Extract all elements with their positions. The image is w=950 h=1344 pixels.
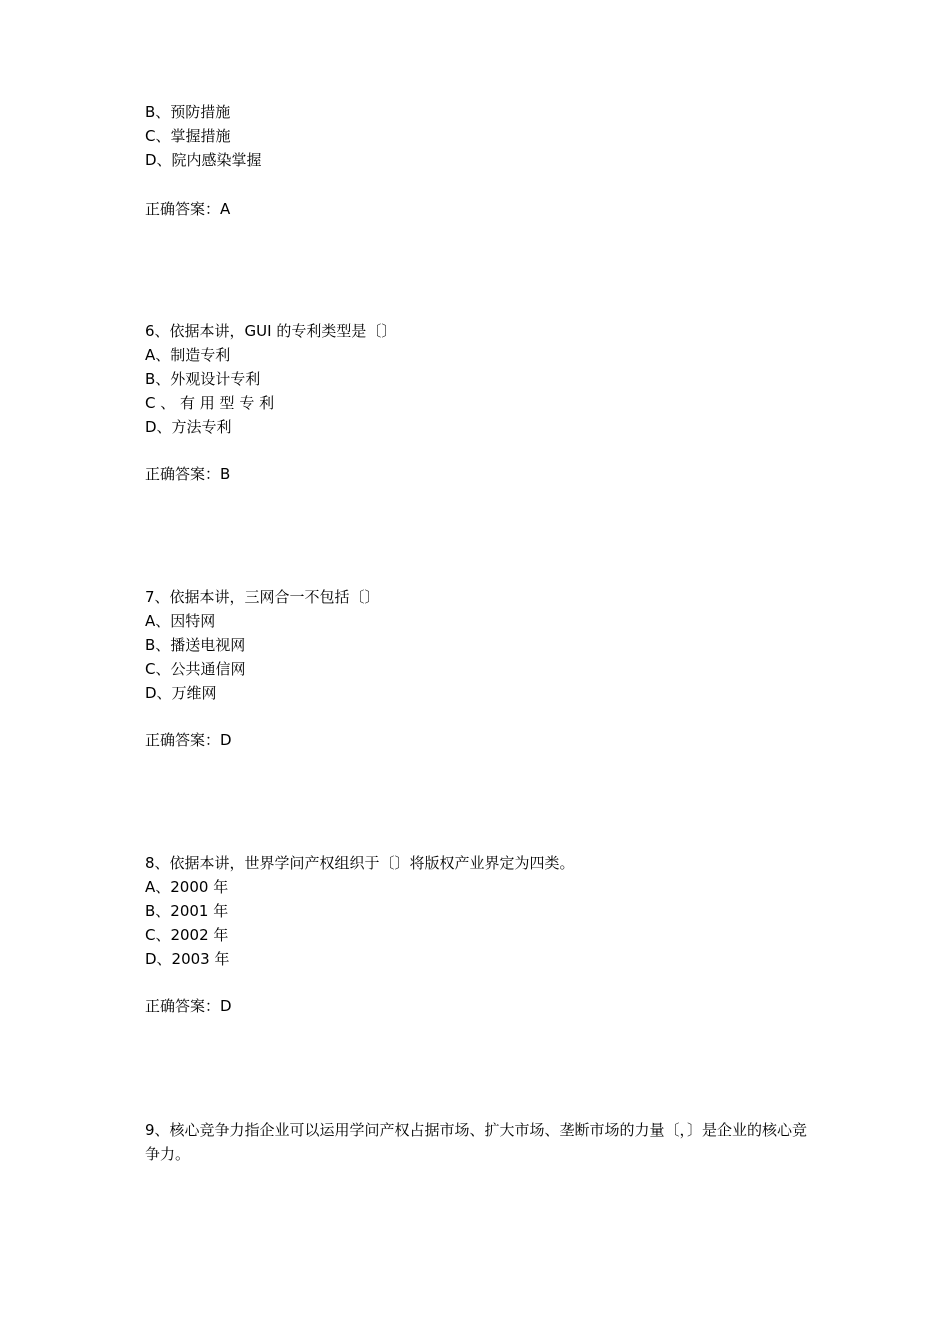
q7-correct-answer: 正确答案：D bbox=[145, 731, 232, 749]
q6-option-c: C 、 有 用 型 专 利 bbox=[145, 394, 275, 412]
q6-option-b: B、外观设计专利 bbox=[145, 370, 261, 388]
q8-option-c: C、2002 年 bbox=[145, 926, 229, 944]
option-d: D、院内感染掌握 bbox=[145, 151, 262, 169]
q6-correct-answer: 正确答案：B bbox=[145, 465, 231, 483]
correct-answer: 正确答案：A bbox=[145, 200, 231, 218]
option-b: B、预防措施 bbox=[145, 103, 231, 121]
q8-correct-answer: 正确答案：D bbox=[145, 997, 232, 1015]
q8-option-a: A、2000 年 bbox=[145, 878, 229, 896]
question-8: 8、依据本讲，世界学问产权组织于〔〕将版权产业界定为四类。 bbox=[145, 854, 575, 872]
q7-option-c: C、公共通信网 bbox=[145, 660, 246, 678]
q7-option-d: D、万维网 bbox=[145, 684, 217, 702]
q7-option-b: B、播送电视网 bbox=[145, 636, 246, 654]
question-6: 6、依据本讲，GUI 的专利类型是〔〕 bbox=[145, 322, 397, 340]
q6-option-a: A、制造专利 bbox=[145, 346, 231, 364]
question-9: 9、核心竞争力指企业可以运用学问产权占据市场、扩大市场、垄断市场的力量〔，〕是企业的核心竞争力。 bbox=[145, 1121, 808, 1163]
question-7: 7、依据本讲，三网合一不包括〔〕 bbox=[145, 588, 380, 606]
q8-option-b: B、2001 年 bbox=[145, 902, 229, 920]
q8-option-d: D、2003 年 bbox=[145, 950, 230, 968]
q7-option-a: A、因特网 bbox=[145, 612, 216, 630]
option-c: C、掌握措施 bbox=[145, 127, 231, 145]
q6-option-d: D、方法专利 bbox=[145, 418, 232, 436]
